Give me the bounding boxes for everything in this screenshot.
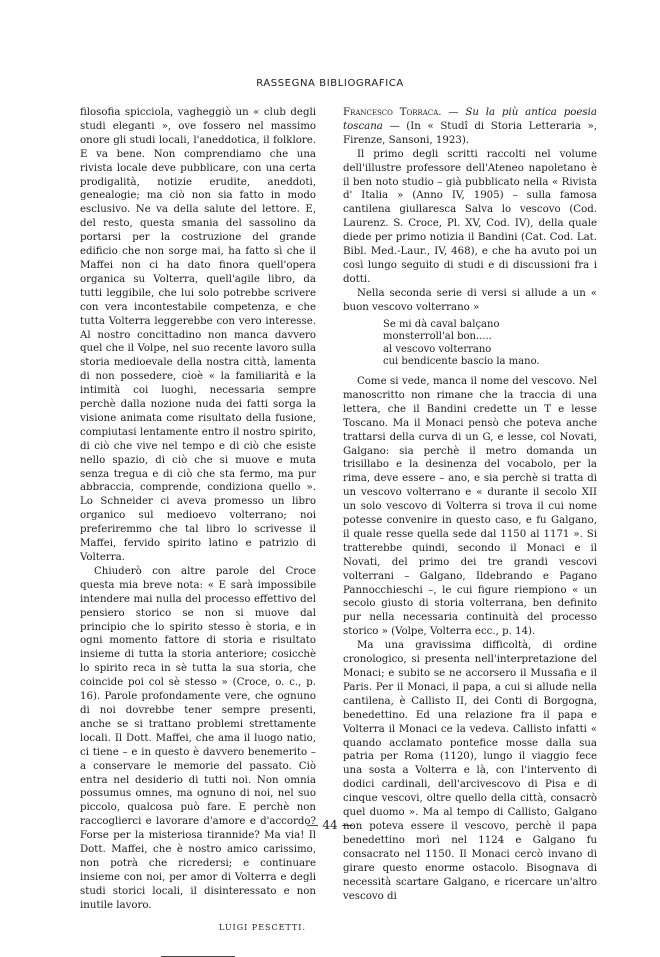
right-paragraph-3: Come si vede, manca il nome del vescovo. Nel manoscritto non rimane che la traccia di una lettera, che il Bandini credette un T e lesse Toscano. Ma il Monaci pensò che poteva anche trattarsi della curva di un G, e lesse, col Novati, Galgano: sia perchè il metro domanda un trisillabo e la desinenza del vocabolo, per la rima, deve essere – ano, e sia perchè si tratta di un vescovo volterrano e « durante il secolo XII un solo vescovo di Volterra si trova il cui nome potesse convenire in questo caso, e fu Galgano, il quale resse quella sede dal 1150 al 1171 ». Si tratterebbe quindi, secondo il Monaci e il Novati, del primo dei tre grandi vescovi volterrani – Galgano, Ildebrando e Pagano Pannocchieschi –, le cui figure riempiono « un secolo giusto di storia volterrana, ben definito pur nella necessaria continuità del processo storico » (Volpe, Volterra ecc., p. 14). [343, 375, 597, 638]
reviewed-title: — Su la più antica poesia toscana [343, 107, 597, 132]
poem-line: al vescovo volterrano [383, 343, 492, 355]
right-paragraph-4: Ma una gravissima difficoltà, di ordine cronologico, si presenta nell'interpretazione del Monaci; e subito se ne accorsero il Mussafia e il Paris. Per il Monaci, il papa, a cui si allude nella cantilena, è Callisto II, dei Conti di Borgogna, benedettino. Ed una relazione fra il papa e Volterra il Monaci ce la vedeva. Callisto infatti « quando acclamato pontefice mosse dalla sua patria per Roma (1120), lungo il viaggio fece una sosta a Volterra e là, con l'intervento di dodici cardinali, dell'arcivescovo di Pisa e di cinque vescovi, oltre quello della città, consacrò quel duomo ». Ma al tempo di Callisto, Galgano non poteva essere il vescovo, perchè il papa benedettino morì nel 1124 e Galgano fu consacrato nel 1150. Il Monaci cercò invano di girare questo enorme ostacolo. Bisognava di necessità scartare Galgano, e ricercare un'altro vescovo di [343, 640, 597, 902]
review-heading [343, 106, 597, 148]
right-paragraph-2: Nella seconda serie di versi si allude a un « buon vescovo volterrano » [343, 287, 597, 313]
author-signature: LUIGI PESCETTI. [218, 922, 306, 932]
right-paragraph-1: Il primo degli scritti raccolti nel volume dell'illustre professore dell'Ateneo napoletano è il ben noto studio – già pubblicato nella « Rivista d' Italia » (Anno IV, 1905) – sulla famosa cantilena giullaresca Salva lo vescovo (Cod. Laurenz. S. Croce, Pl. XV, Cod. IV), della quale diede per primo notizia il Bandini (Cat. Cod. Lat. Bibl. Med.-Laur., IV, 468), e che ha avuto poi un così lungo seguito di studi e di discussioni fra i dotti. [343, 148, 597, 285]
page-number: — 44 — [306, 818, 354, 832]
running-header: RASSEGNA BIBLIOGRAFICA [256, 78, 404, 89]
reviewed-author: Francesco Torraca. [343, 107, 442, 118]
right-column [343, 106, 597, 903]
left-paragraph-1: filosofia spicciola, vagheggiò un « club degli studi eleganti », ove fossero nel massimo onore gli studi locali, l'aneddotica, il folklore. E va bene. Non comprendiamo che una rivista locale deve pubblicare, con una certa prodigalità, notizie erudite, aneddoti, genealogie; ma ciò non sia fatto in modo esclusivo. Ne va della salute del lettore. E, del resto, questa smania del sassolino da portarsi per la costruzione del grande edificio che non sorge mai, ha fatto sì che il Maffei non ci ha dato finora quell'opera organica su Volterra, quell'agile libro, da tutti leggibile, che lui solo potrebbe scrivere con vera incontestabile competenza, e che tutta Volterra leggerebbe con vero interesse. Al nostro concittadino non manca davvero quel che il Volpe, nel suo recente lavoro sulla storia medioevale della nostra città, lamenta di non possedere, cioè « la familiarità e la intimità coi luoghi, necessaria sempre perchè dalla nozione nuda dei fatti sorga la visione animata come risultato della fusione, compiutasi lentamente entro il nostro spirito, di ciò che vive nel tempo e di ciò che esiste nello spazio, di ciò che si muove e muta senza tregua e di ciò che sta fermo, ma pur abbraccia, comprende, condiziona quello ». Lo Schneider ci aveva promesso un libro organico sul medioevo volterrano; noi preferiremmo che tal libro lo scrivesse il Maffei, fervido spirito latino e patrizio di Volterra. [80, 107, 316, 563]
left-paragraph-2: Chiuderò con altre parole del Croce questa mia breve nota: « E sarà impossibile intendere mai nulla del processo effettivo del pensiero storico se non si muove dal principio che lo spirito stesso è storia, e in ogni momento fattore di storia e risultato insieme di tutta la storia anteriore; cosicchè lo spirito reca in sè tutta la sua storia, che coincide poi col sè stesso » (Croce, o. c., p. 16). Parole profondamente vere, che ognuno di noi dovrebbe tener sempre presenti, anche se si trattano problemi strettamente locali. Il Dott. Maffei, che ama il luogo natio, ci tiene – e in questo è davvero benemerito – a conservare le memorie del passato. Ciò entra nel desiderio di tutti noi. Non omnia possumus omnes, ma ognuno di noi, nel suo piccolo, qualcosa può fare. E perchè non raccoglierci e lavorare d'amore e d'accordo? Forse per la misteriosa tirannide? Ma via! Il Dott. Maffei, che è nostro amico carissimo, non potrà che ricredersi; e continuare insieme con noi, per amor di Volterra e degli studi storici locali, il disinteressato e non inutile lavoro. [80, 565, 316, 911]
poem-quote [343, 319, 597, 369]
reviewed-publication: — (In « Studî di Storia Letteraria », Firenze, Sansoni, 1923). [343, 120, 597, 146]
poem-line: cui bendicente bascio la mano. [383, 356, 540, 368]
poem-line: monsterroll'al bon..... [383, 331, 492, 343]
poem-line: Se mi dà caval balçano [383, 318, 500, 330]
